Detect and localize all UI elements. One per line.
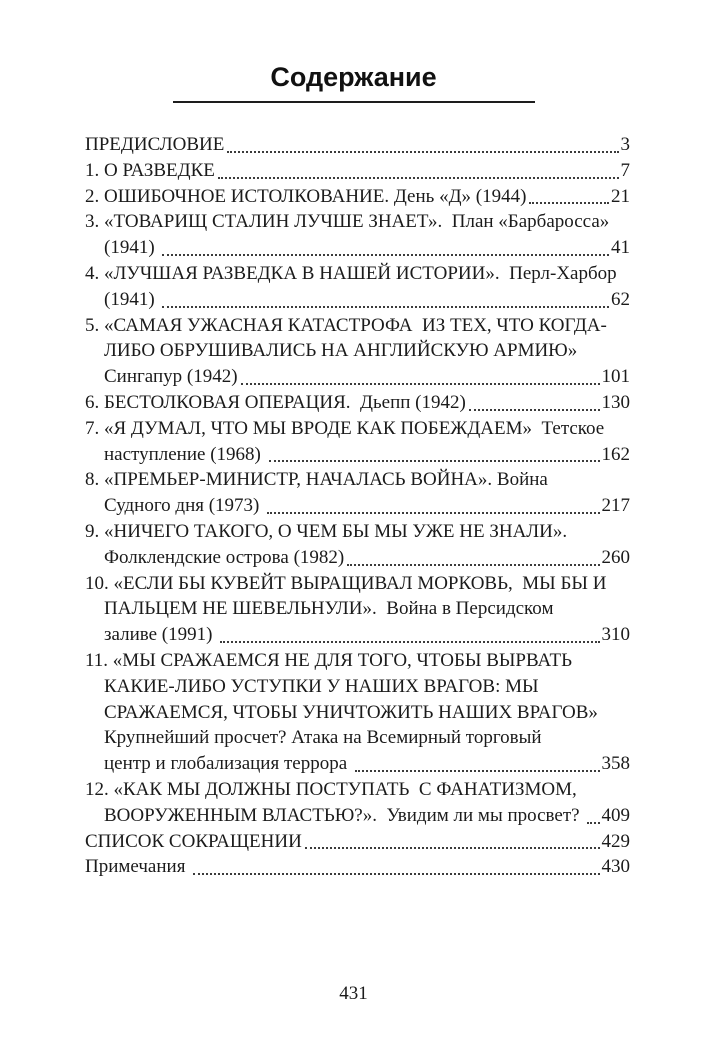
toc-entry-page-number: 409 <box>601 804 630 826</box>
toc-entry <box>85 313 630 390</box>
toc-entry-page-number: 21 <box>611 185 630 207</box>
dot-leader <box>220 641 599 643</box>
toc-entry-page-number: 130 <box>601 391 630 413</box>
dot-leader <box>241 383 600 385</box>
toc-entry <box>85 854 630 880</box>
dot-leader <box>355 770 600 772</box>
toc-entry-page-number: 3 <box>620 134 630 155</box>
dot-leader <box>267 512 599 514</box>
toc-entry-page-number: 101 <box>601 366 630 388</box>
toc-entry-text-line: 11. «МЫ СРАЖАЕМСЯ НЕ ДЛЯ ТОГО, ЧТОБЫ ВЫРВАТЬ <box>85 649 573 671</box>
toc-entry-page-number: 358 <box>601 753 630 775</box>
toc-entry <box>85 132 630 158</box>
toc-entry <box>85 648 630 777</box>
toc-entry <box>85 777 630 829</box>
toc-entry-text-line: ПАЛЬЦЕМ НЕ ШЕВЕЛЬНУЛИ». Война в Персидском <box>104 598 554 620</box>
toc-entry-page-number: 41 <box>611 237 630 259</box>
toc-entry-title-text: (1941) <box>104 288 160 310</box>
dot-leader <box>529 202 609 204</box>
toc-entry <box>85 184 630 210</box>
toc-entry-leader-line <box>85 622 630 648</box>
title-underline <box>173 101 535 103</box>
dot-leader <box>587 822 599 824</box>
toc-entry-title-text: (1941) <box>104 237 160 259</box>
toc-entry <box>85 390 630 416</box>
toc-entry <box>85 209 630 261</box>
toc-entry-text-line: 12. «КАК МЫ ДОЛЖНЫ ПОСТУПАТЬ С ФАНАТИЗМОМ, <box>85 778 577 800</box>
toc-entry-title-text: ПРЕДИСЛОВИЕ <box>85 134 225 155</box>
toc-entry-text-line: 10. «ЕСЛИ БЫ КУВЕЙТ ВЫРАЩИВАЛ МОРКОВЬ, МЫ БЫ И <box>85 572 607 594</box>
toc-entry-leader-line <box>85 493 630 519</box>
table-of-contents <box>85 132 630 880</box>
toc-entry-text-line: 8. «ПРЕМЬЕР-МИНИСТР, НАЧАЛАСЬ ВОЙНА». Война <box>85 469 548 491</box>
toc-entry-leader-line <box>85 364 630 390</box>
toc-entry-title-text: наступление (1968) <box>104 443 266 465</box>
toc-entry-title-text: СПИСОК СОКРАЩЕНИИ <box>85 830 302 852</box>
folio-page-number: 431 <box>339 983 368 1004</box>
toc-entry <box>85 158 630 184</box>
dot-leader <box>469 409 600 411</box>
toc-entry-title-text: 1. О РАЗВЕДКЕ <box>85 159 215 181</box>
toc-entry <box>85 571 630 648</box>
toc-entry-leader-line <box>85 158 630 184</box>
toc-entry-title-text: ВООРУЖЕННЫМ ВЛАСТЬЮ?». Увидим ли мы просвет? <box>104 804 585 826</box>
toc-entry-leader-line <box>85 287 630 313</box>
dot-leader <box>347 564 599 566</box>
toc-entry-leader-line <box>85 751 630 777</box>
page-title: Содержание <box>270 62 437 92</box>
toc-entry-text-line: СРАЖАЕМСЯ, ЧТОБЫ УНИЧТОЖИТЬ НАШИХ ВРАГОВ» <box>104 701 598 723</box>
toc-entry-text-line: Крупнейший просчет? Атака на Всемирный торговый <box>104 727 542 749</box>
dot-leader <box>162 306 609 308</box>
toc-entry-text-line: КАКИЕ-ЛИБО УСТУПКИ У НАШИХ ВРАГОВ: МЫ <box>104 675 539 697</box>
dot-leader <box>162 254 609 256</box>
dot-leader <box>269 460 600 462</box>
toc-entry-leader-line <box>85 545 630 571</box>
dot-leader <box>305 847 600 849</box>
toc-entry-text-line: 5. «САМАЯ УЖАСНАЯ КАТАСТРОФА ИЗ ТЕХ, ЧТО КОГДА- <box>85 314 607 336</box>
toc-entry-title-text: заливе (1991) <box>104 624 218 646</box>
toc-entry-text-line: 3. «ТОВАРИЩ СТАЛИН ЛУЧШЕ ЗНАЕТ». План «Барбаросса» <box>85 211 610 233</box>
toc-entry-leader-line <box>85 803 630 829</box>
toc-entry-text-line: ЛИБО ОБРУШИВАЛИСЬ НА АНГЛИЙСКУЮ АРМИЮ» <box>104 340 578 362</box>
toc-entry-page-number: 260 <box>601 546 630 568</box>
toc-entry-page-number: 162 <box>601 443 630 465</box>
toc-entry-page-number: 429 <box>601 830 630 852</box>
toc-entry-title-text: 2. ОШИБОЧНОЕ ИСТОЛКОВАНИЕ. День «Д» (1944) <box>85 185 527 207</box>
toc-entry <box>85 829 630 855</box>
toc-entry <box>85 261 630 313</box>
toc-entry-leader-line <box>85 132 630 158</box>
toc-entry-page-number: 310 <box>601 624 630 646</box>
toc-entry-page-number: 430 <box>601 856 630 878</box>
toc-entry-page-number: 7 <box>620 159 630 181</box>
toc-entry-text-line: 4. «ЛУЧШАЯ РАЗВЕДКА В НАШЕЙ ИСТОРИИ». Перл-Харбор <box>85 262 617 284</box>
dot-leader <box>218 177 619 179</box>
toc-entry <box>85 416 630 468</box>
toc-entry-page-number: 62 <box>611 288 630 310</box>
toc-entry-page-number: 217 <box>601 495 630 517</box>
dot-leader <box>227 151 618 153</box>
toc-entry-text-line: 9. «НИЧЕГО ТАКОГО, О ЧЕМ БЫ МЫ УЖЕ НЕ ЗНАЛИ». <box>85 520 568 542</box>
toc-entry-leader-line <box>85 390 630 416</box>
toc-entry-title-text: Фолклендские острова (1982) <box>104 546 345 568</box>
toc-entry <box>85 519 630 571</box>
toc-entry-leader-line <box>85 235 630 261</box>
toc-entry-text-line: 7. «Я ДУМАЛ, ЧТО МЫ ВРОДЕ КАК ПОБЕЖДАЕМ» Тетское <box>85 417 605 439</box>
toc-entry-title-text: Судного дня (1973) <box>104 495 265 517</box>
toc-entry <box>85 467 630 519</box>
toc-entry-leader-line <box>85 829 630 855</box>
toc-entry-leader-line <box>85 854 630 880</box>
toc-entry-title-text: Примечания <box>85 856 191 878</box>
dot-leader <box>193 873 599 875</box>
toc-entry-title-text: центр и глобализация террора <box>104 753 352 775</box>
toc-entry-title-text: Сингапур (1942) <box>104 366 238 388</box>
toc-entry-title-text: 6. БЕСТОЛКОВАЯ ОПЕРАЦИЯ. Дьепп (1942) <box>85 391 466 413</box>
toc-entry-leader-line <box>85 184 630 210</box>
toc-entry-leader-line <box>85 442 630 468</box>
